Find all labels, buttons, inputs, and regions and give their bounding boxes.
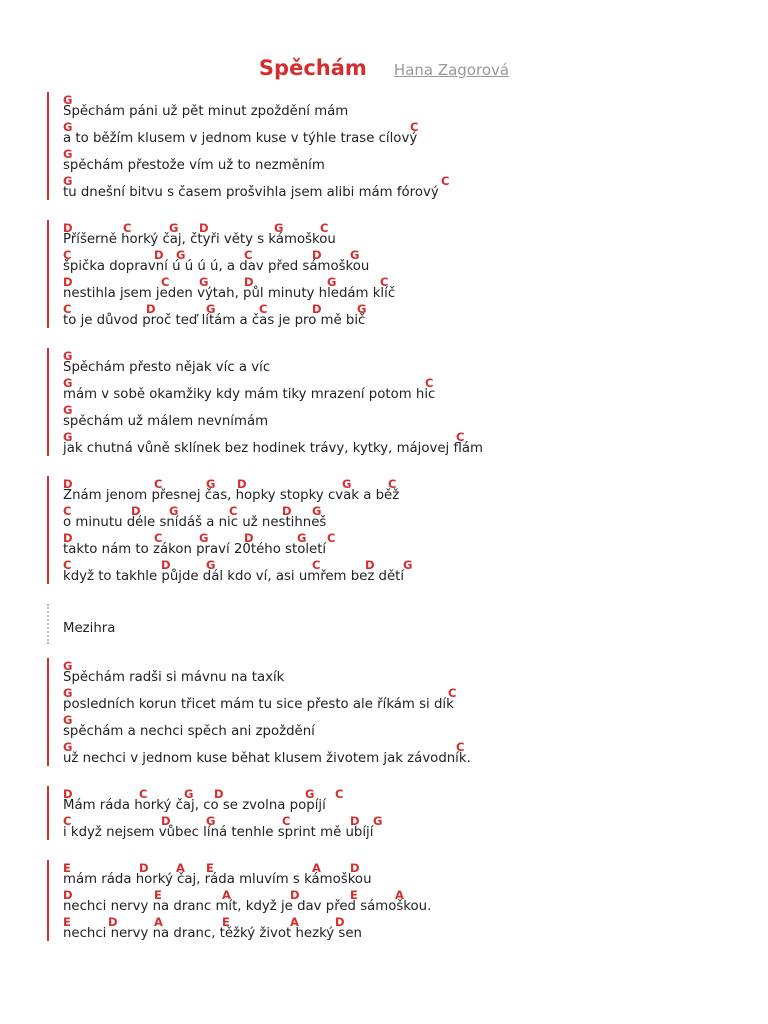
chord-label: G bbox=[403, 558, 413, 572]
chord-label: G bbox=[63, 430, 73, 444]
chord-label: C bbox=[456, 430, 465, 444]
chord-label: G bbox=[63, 93, 73, 107]
chord-label: C bbox=[380, 275, 389, 289]
chord-label: G bbox=[63, 147, 73, 161]
interlude-label: Mezihra bbox=[63, 621, 116, 636]
chord-label: A bbox=[154, 915, 163, 929]
chord-label: D bbox=[199, 221, 209, 235]
chord-label: C bbox=[425, 376, 434, 390]
chord-label: G bbox=[206, 302, 216, 316]
lyric-text: jak chutná vůně sklínek bez hodinek trávy, kytky, májovej flám bbox=[63, 441, 483, 456]
lyric-text: spěchám už málem nevnímám bbox=[63, 414, 269, 429]
chord-label: G bbox=[63, 120, 73, 134]
chord-label: C bbox=[63, 504, 72, 518]
chord-label: G bbox=[342, 477, 352, 491]
lyric-text: když to takhle půjde dál kdo ví, asi umřem bez dětí bbox=[63, 569, 405, 584]
chord-label: C bbox=[63, 814, 72, 828]
song-title: Spěchám bbox=[258, 56, 367, 80]
chord-label: E bbox=[154, 888, 162, 902]
chord-label: C bbox=[244, 248, 253, 262]
chord-label: D bbox=[63, 477, 73, 491]
lyric-text: takto nám to zákon praví 20tého století bbox=[63, 542, 327, 557]
chord-label: C bbox=[410, 120, 419, 134]
chord-label: D bbox=[146, 302, 156, 316]
chord-label: G bbox=[176, 248, 186, 262]
chord-label: D bbox=[63, 221, 73, 235]
lyric-text: spěchám přestože vím už to nezměním bbox=[63, 158, 325, 173]
chord-label: G bbox=[199, 531, 209, 545]
chord-label: D bbox=[290, 888, 300, 902]
chord-label: D bbox=[350, 861, 360, 875]
chord-label: D bbox=[312, 302, 322, 316]
chord-label: E bbox=[206, 861, 214, 875]
chord-label: D bbox=[335, 915, 345, 929]
chord-label: D bbox=[63, 531, 73, 545]
artist-link[interactable]: Hana Zagorová bbox=[393, 61, 510, 79]
chord-label: G bbox=[206, 477, 216, 491]
chord-label: C bbox=[259, 302, 268, 316]
chord-label: C bbox=[335, 787, 344, 801]
lyric-text: Znám jenom přesnej čas, hopky stopky cvak a běž bbox=[63, 488, 400, 503]
chord-label: A bbox=[222, 888, 231, 902]
chord-label: D bbox=[139, 861, 149, 875]
chord-label: G bbox=[63, 686, 73, 700]
chord-label: E bbox=[63, 861, 71, 875]
chorus-block bbox=[47, 220, 396, 328]
chord-label: D bbox=[244, 531, 254, 545]
chord-sheet bbox=[0, 92, 768, 941]
chord-label: G bbox=[199, 275, 209, 289]
chord-label: C bbox=[320, 221, 329, 235]
chord-label: G bbox=[63, 659, 73, 673]
verse-block bbox=[47, 348, 483, 456]
chord-label: G bbox=[327, 275, 337, 289]
chord-label: C bbox=[63, 558, 72, 572]
lyric-text: už nechci v jednom kuse běhat klusem životem jak závodník. bbox=[63, 751, 471, 766]
lyric-text: nechci nervy na dranc, těžký život hezký sen bbox=[63, 926, 362, 941]
chord-label: C bbox=[229, 504, 238, 518]
lyric-text: mám ráda horký čaj, ráda mluvím s kámoškou bbox=[63, 872, 372, 887]
chord-label: C bbox=[327, 531, 336, 545]
chord-label: C bbox=[441, 174, 450, 188]
lyric-text: o minutu déle snídáš a nic už nestihneš bbox=[63, 515, 327, 530]
chord-label: G bbox=[63, 174, 73, 188]
chord-label: G bbox=[373, 814, 383, 828]
chord-label: D bbox=[312, 248, 322, 262]
chord-label: G bbox=[312, 504, 322, 518]
chord-label: C bbox=[63, 248, 72, 262]
chord-label: G bbox=[274, 221, 284, 235]
chorus-block bbox=[47, 476, 413, 584]
chord-label: D bbox=[63, 888, 73, 902]
chord-label: C bbox=[312, 558, 321, 572]
chord-label: G bbox=[63, 740, 73, 754]
song-header bbox=[0, 56, 768, 80]
chord-label: G bbox=[206, 814, 216, 828]
chord-label: A bbox=[176, 861, 185, 875]
chorus-block bbox=[47, 860, 432, 941]
chord-label: G bbox=[63, 376, 73, 390]
chorus-block bbox=[47, 786, 383, 840]
chord-label: E bbox=[350, 888, 358, 902]
lyric-text: Spěchám přesto nějak víc a víc bbox=[63, 360, 271, 375]
chord-label: D bbox=[63, 787, 73, 801]
lyric-text: špička dopravní ú ú ú ú, a dav před sámoškou bbox=[63, 259, 370, 274]
chord-label: D bbox=[350, 814, 360, 828]
lyric-text: Mám ráda horký čaj, co se zvolna popíjí bbox=[63, 798, 326, 813]
lyric-text: tu dnešní bitvu s časem prošvihla jsem alibi mám fórový bbox=[63, 185, 439, 200]
lyric-text: Příšerně horký čaj, čtyři věty s kámoškou bbox=[63, 232, 336, 247]
chord-label: D bbox=[282, 504, 292, 518]
chord-label: C bbox=[388, 477, 397, 491]
chord-label: D bbox=[63, 275, 73, 289]
lyric-text: spěchám a nechci spěch ani zpoždění bbox=[63, 724, 315, 739]
chord-label: G bbox=[169, 221, 179, 235]
chord-label: C bbox=[123, 221, 132, 235]
chord-label: C bbox=[456, 740, 465, 754]
chord-label: G bbox=[63, 713, 73, 727]
chord-label: D bbox=[108, 915, 118, 929]
chord-label: G bbox=[184, 787, 194, 801]
lyric-text: a to běžím klusem v jednom kuse v týhle trase cílový bbox=[63, 131, 418, 146]
chord-label: D bbox=[237, 477, 247, 491]
chord-label: G bbox=[63, 349, 73, 363]
lyric-text: to je důvod proč teď lítám a čas je pro mě bič bbox=[63, 313, 366, 328]
chord-label: E bbox=[63, 915, 71, 929]
lyric-text: Spěchám radši si mávnu na taxík bbox=[63, 670, 285, 685]
chord-label: D bbox=[154, 248, 164, 262]
chord-label: C bbox=[63, 302, 72, 316]
verse-block bbox=[47, 658, 471, 766]
chord-label: D bbox=[214, 787, 224, 801]
chord-label: G bbox=[206, 558, 216, 572]
chord-label: G bbox=[305, 787, 315, 801]
chord-label: A bbox=[312, 861, 321, 875]
chord-label: D bbox=[244, 275, 254, 289]
verse-block bbox=[47, 92, 450, 200]
lyric-text: nechci nervy na dranc mít, když je dav před sámoškou. bbox=[63, 899, 432, 914]
chord-label: D bbox=[161, 814, 171, 828]
chord-label: C bbox=[161, 275, 170, 289]
chord-label: D bbox=[131, 504, 141, 518]
chord-label: A bbox=[290, 915, 299, 929]
chord-label: G bbox=[350, 248, 360, 262]
lyric-text: i když nejsem vůbec líná tenhle sprint mě ubíjí bbox=[63, 825, 374, 840]
interlude-block bbox=[47, 604, 115, 644]
chord-label: G bbox=[357, 302, 367, 316]
chord-label: G bbox=[169, 504, 179, 518]
chord-label: C bbox=[154, 531, 163, 545]
chord-label: A bbox=[395, 888, 404, 902]
chord-label: D bbox=[161, 558, 171, 572]
chord-label: C bbox=[448, 686, 457, 700]
chord-label: C bbox=[282, 814, 291, 828]
lyric-text: nestihla jsem jeden výtah, půl minuty hledám klíč bbox=[63, 286, 396, 301]
lyric-text: posledních korun třicet mám tu sice přesto ale říkám si dík bbox=[63, 697, 454, 712]
chord-label: G bbox=[63, 403, 73, 417]
chord-label: E bbox=[222, 915, 230, 929]
lyric-text: Spěchám páni už pět minut zpoždění mám bbox=[63, 104, 349, 119]
chord-label: C bbox=[154, 477, 163, 491]
chord-label: C bbox=[139, 787, 148, 801]
chord-label: D bbox=[365, 558, 375, 572]
lyric-text: mám v sobě okamžiky kdy mám tiky mrazení potom hic bbox=[63, 387, 436, 402]
chord-label: G bbox=[297, 531, 307, 545]
